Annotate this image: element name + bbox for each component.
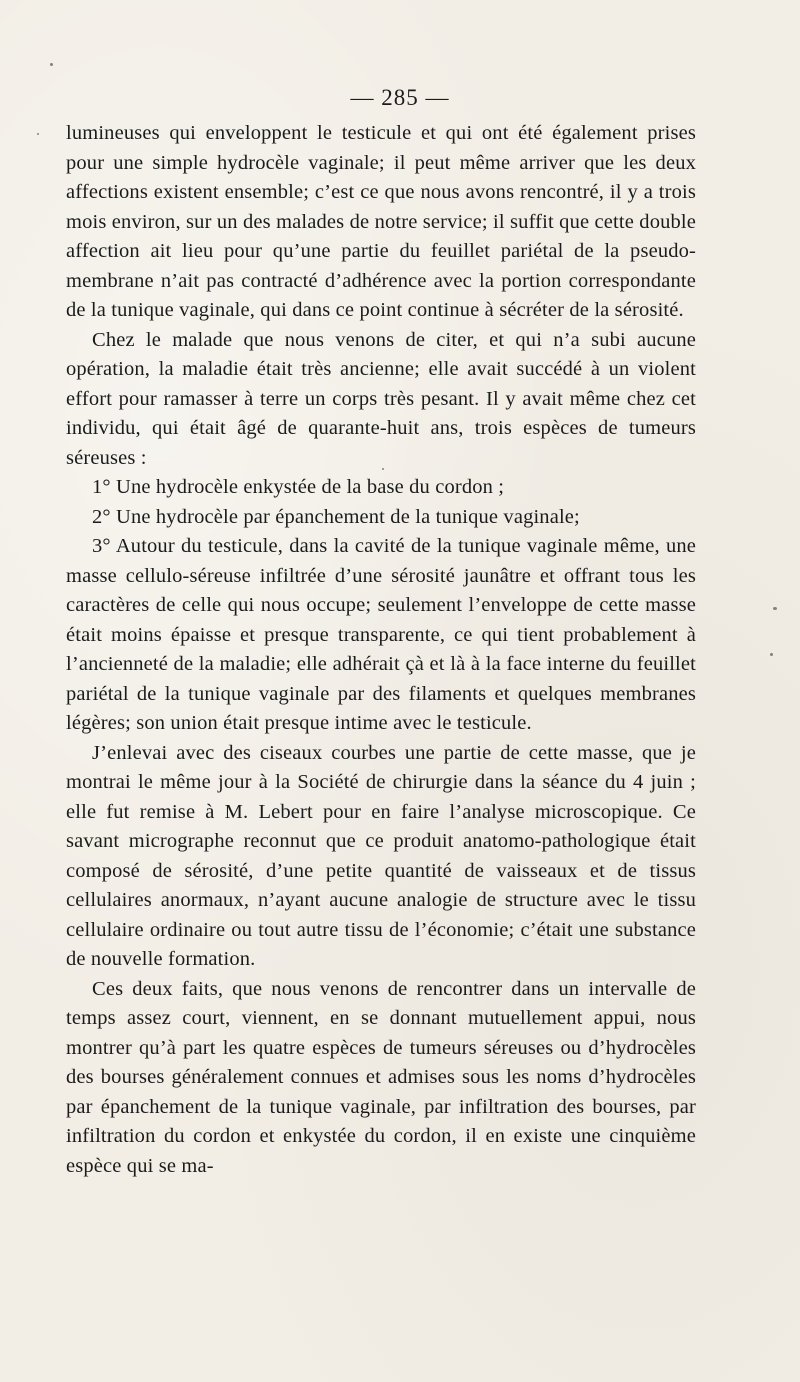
- paragraph: J’enlevai avec des ciseaux courbes une partie de cette masse, que je montrai le même jour à la Société de chirurgie dans la séance du 4 juin ; elle fut remise à M. Lebert pour en faire l’analyse microscopique. Ce savant micrographe reconnut que ce produit anatomo-pathologique était composé de sérosité, d’une petite quantité de vaisseaux et de tissus cellulaires anormaux, n’ayant aucune analogie de structure avec le tissu cellulaire ordinaire ou tout autre tissu de l’économie; c’était une substance de nouvelle formation.: [66, 741, 696, 970]
- scan-speck: [37, 133, 39, 135]
- scan-speck: [773, 607, 777, 610]
- paragraph: Ces deux faits, que nous venons de rencontrer dans un intervalle de temps assez court, viennent, en se donnant mutuellement appui, nous montrer qu’à part les quatre espèces de tumeurs séreuses ou d’hydrocèles des bourses généralement connues et admises sous les noms d’hydrocèles par épanchement de la tunique vaginale, par infiltration des bourses, par infiltration du cordon et enkystée du cordon, il en existe une cinquième espèce qui se ma-: [66, 977, 696, 1177]
- paragraph-continuation: lumineuses qui enveloppent le testicule et qui ont été également prises pour une simple hydrocèle vaginale; il peut même arriver que les deux affections existent ensemble; c’est ce que nous avons rencontré, il y a trois mois environ, sur un des malades de notre service; il suffit que cette double affection ait lieu pour qu’une partie du feuillet pariétal de la pseudo-membrane n’ait pas contracté d’adhérence avec la portion correspondante de la tunique vaginale, qui dans ce point continue à sécréter de la sérosité.: [66, 122, 696, 321]
- body-text: [66, 119, 696, 1181]
- paragraph: Chez le malade que nous venons de citer, et qui n’a subi aucune opération, la maladie était très ancienne; elle avait succédé à un violent effort pour ramasser à terre un corps très pesant. Il y avait même chez cet individu, qui était âgé de quarante-huit ans, trois espèces de tumeurs séreuses :: [66, 328, 696, 469]
- scan-speck: [50, 63, 53, 66]
- list-item: 1° Une hydrocèle enkystée de la base du cordon ;: [92, 476, 505, 498]
- page-number: — 285 —: [350, 85, 450, 110]
- list-item: 2° Une hydrocèle par épanchement de la tunique vaginale;: [92, 505, 580, 528]
- list-item: 3° Autour du testicule, dans la cavité de la tunique vaginale même, une masse cellulo-séreuse infiltrée d’une sérosité jaunâtre et offrant tous les caractères de celle qui nous occupe; seulement l’enveloppe de cette masse était moins épaisse et presque transparente, ce qui tient probablement à l’ancienneté de la maladie; elle adhérait çà et là à la face interne du feuillet pariétal de la tunique vaginale par des filaments et quelques membranes légères; son union était presque intime avec le testicule.: [66, 535, 696, 734]
- scan-speck: [770, 653, 773, 656]
